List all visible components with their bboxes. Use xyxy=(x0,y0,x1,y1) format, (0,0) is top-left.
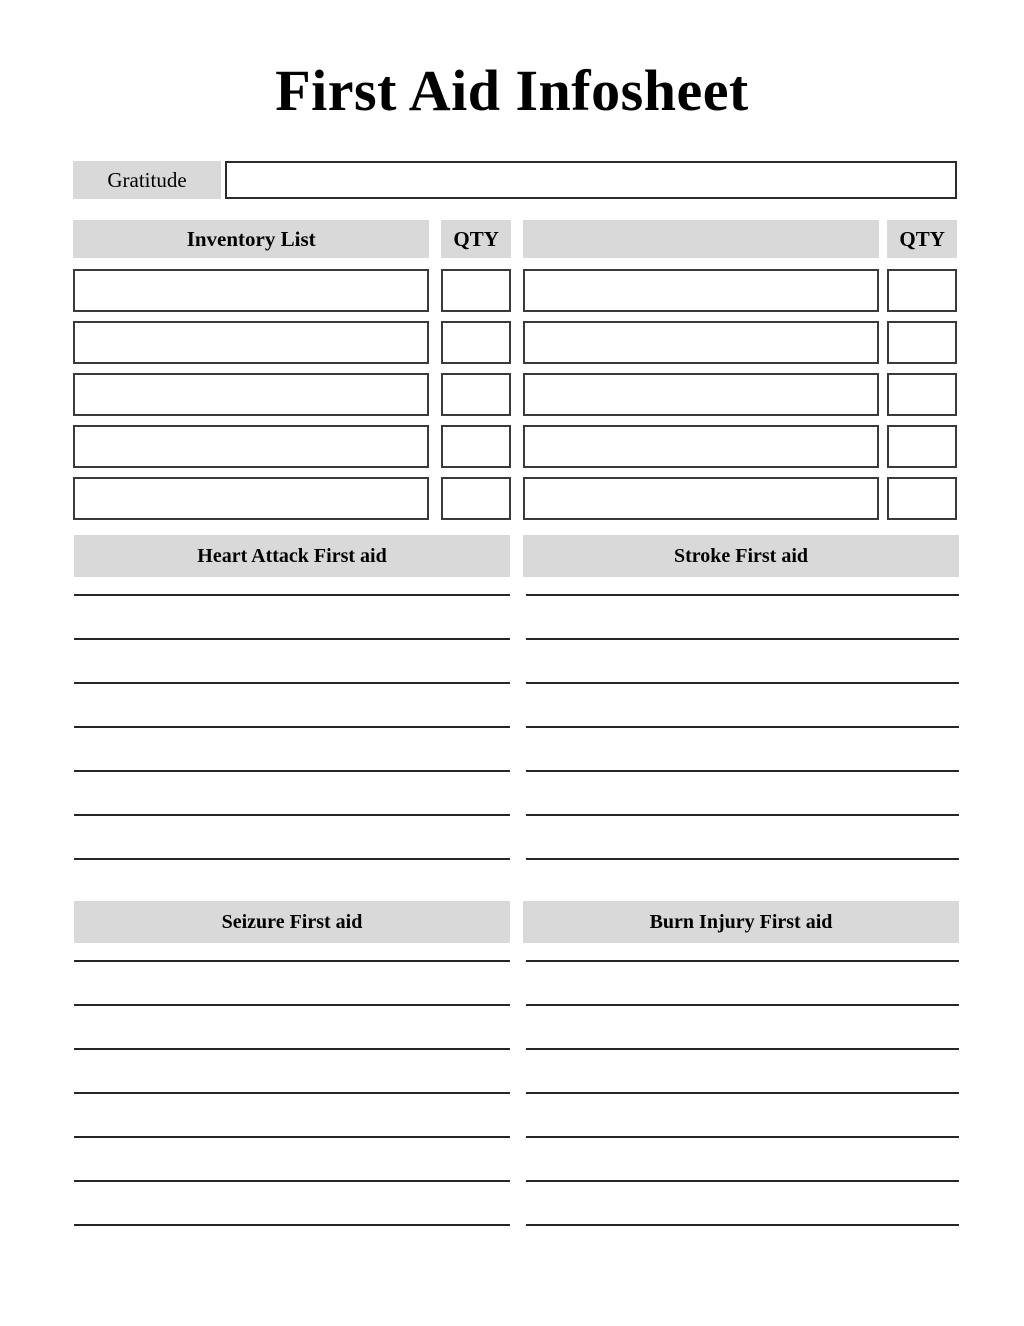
gratitude-input[interactable] xyxy=(225,161,957,199)
inventory-table xyxy=(73,220,957,529)
inventory-header-row xyxy=(73,220,957,258)
gratitude-label: Gratitude xyxy=(73,161,221,199)
writing-line[interactable] xyxy=(526,1048,959,1050)
writing-line[interactable] xyxy=(526,726,959,728)
writing-line[interactable] xyxy=(526,858,959,860)
inventory-item-field-right[interactable] xyxy=(523,373,879,416)
table-row xyxy=(73,477,957,520)
inventory-qty-field[interactable] xyxy=(441,321,511,364)
writing-line[interactable] xyxy=(74,1224,510,1226)
qty-header-right: QTY xyxy=(887,220,957,258)
writing-line[interactable] xyxy=(526,638,959,640)
section-header-seizure: Seizure First aid xyxy=(74,901,510,943)
table-row xyxy=(73,373,957,416)
writing-line[interactable] xyxy=(74,960,510,962)
table-row xyxy=(73,321,957,364)
writing-line[interactable] xyxy=(74,594,510,596)
section-heart-attack-first-aid xyxy=(74,535,510,860)
writing-line[interactable] xyxy=(74,1092,510,1094)
inventory-item-field-right[interactable] xyxy=(523,321,879,364)
writing-line[interactable] xyxy=(526,1004,959,1006)
gratitude-row xyxy=(73,161,957,199)
section-header-burn-injury: Burn Injury First aid xyxy=(523,901,959,943)
writing-line[interactable] xyxy=(526,1092,959,1094)
table-row xyxy=(73,269,957,312)
writing-line[interactable] xyxy=(526,682,959,684)
section-lines-seizure xyxy=(74,960,510,1226)
qty-header-left: QTY xyxy=(441,220,511,258)
inventory-item-field[interactable] xyxy=(73,321,429,364)
inventory-qty-field-right[interactable] xyxy=(887,425,957,468)
page-title: First Aid Infosheet xyxy=(275,58,749,123)
inventory-item-field[interactable] xyxy=(73,425,429,468)
inventory-qty-field[interactable] xyxy=(441,477,511,520)
writing-line[interactable] xyxy=(74,726,510,728)
inventory-item-field[interactable] xyxy=(73,269,429,312)
section-lines-stroke xyxy=(526,594,959,860)
writing-line[interactable] xyxy=(74,814,510,816)
section-lines-burn-injury xyxy=(526,960,959,1226)
writing-line[interactable] xyxy=(74,1180,510,1182)
inventory-list-header: Inventory List xyxy=(73,220,429,258)
inventory-item-field-right[interactable] xyxy=(523,425,879,468)
section-lines-heart-attack xyxy=(74,594,510,860)
section-header-stroke: Stroke First aid xyxy=(523,535,959,577)
inventory-qty-field-right[interactable] xyxy=(887,321,957,364)
writing-line[interactable] xyxy=(74,1004,510,1006)
writing-line[interactable] xyxy=(74,770,510,772)
inventory-item-field[interactable] xyxy=(73,373,429,416)
inventory-list-header-right xyxy=(523,220,879,258)
inventory-item-field[interactable] xyxy=(73,477,429,520)
inventory-item-field-right[interactable] xyxy=(523,477,879,520)
inventory-qty-field-right[interactable] xyxy=(887,373,957,416)
inventory-qty-field-right[interactable] xyxy=(887,477,957,520)
section-seizure-first-aid xyxy=(74,901,510,1226)
writing-line[interactable] xyxy=(526,814,959,816)
inventory-item-field-right[interactable] xyxy=(523,269,879,312)
table-row xyxy=(73,425,957,468)
inventory-qty-field[interactable] xyxy=(441,269,511,312)
inventory-qty-field[interactable] xyxy=(441,373,511,416)
writing-line[interactable] xyxy=(74,682,510,684)
writing-line[interactable] xyxy=(526,594,959,596)
writing-line[interactable] xyxy=(526,1224,959,1226)
section-stroke-first-aid xyxy=(523,535,959,860)
writing-line[interactable] xyxy=(526,770,959,772)
inventory-qty-field[interactable] xyxy=(441,425,511,468)
writing-line[interactable] xyxy=(526,1180,959,1182)
writing-line[interactable] xyxy=(526,960,959,962)
writing-line[interactable] xyxy=(74,638,510,640)
section-burn-injury-first-aid xyxy=(523,901,959,1226)
section-header-heart-attack: Heart Attack First aid xyxy=(74,535,510,577)
inventory-qty-field-right[interactable] xyxy=(887,269,957,312)
writing-line[interactable] xyxy=(526,1136,959,1138)
writing-line[interactable] xyxy=(74,1136,510,1138)
writing-line[interactable] xyxy=(74,1048,510,1050)
writing-line[interactable] xyxy=(74,858,510,860)
